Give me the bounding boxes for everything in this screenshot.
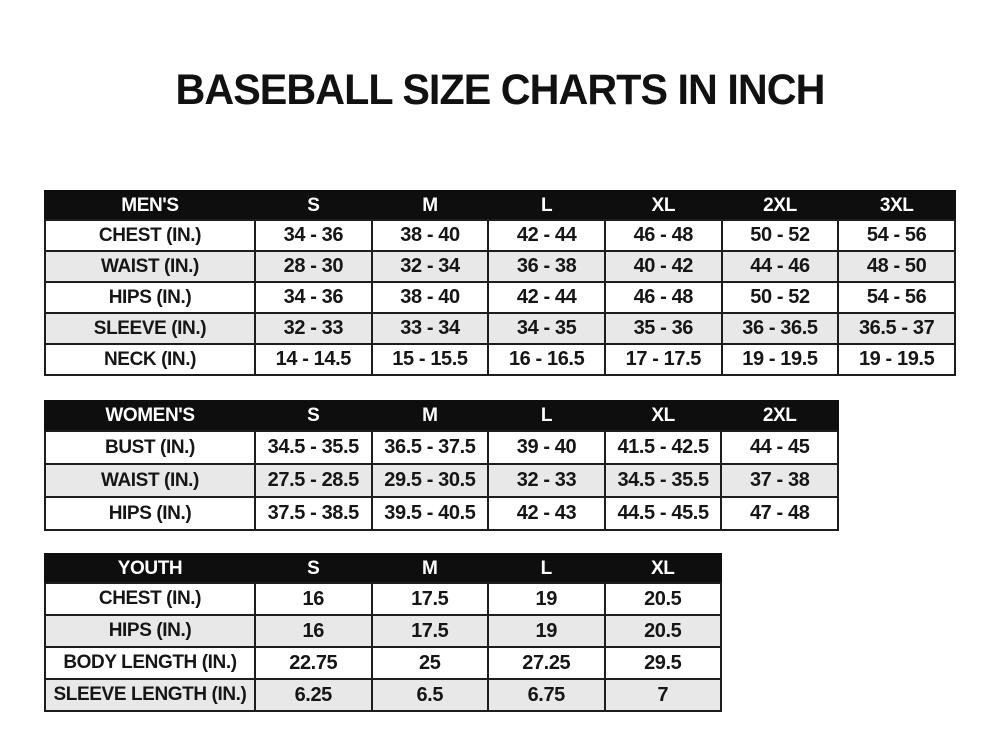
table-row xyxy=(45,647,721,679)
size-value-cell: 40 - 42 xyxy=(605,251,722,282)
page-title: BASEBALL SIZE CHARTS IN INCH xyxy=(175,66,825,114)
table-row xyxy=(45,497,838,530)
size-value-cell: 17.5 xyxy=(372,583,489,615)
size-value-cell: 41.5 - 42.5 xyxy=(605,431,722,464)
size-column-header: 2XL xyxy=(721,401,838,431)
size-column-header: S xyxy=(255,401,372,431)
size-value-cell: 6.5 xyxy=(372,679,489,711)
size-value-cell: 34.5 - 35.5 xyxy=(255,431,372,464)
size-column-header: 3XL xyxy=(838,191,955,220)
size-value-cell: 39 - 40 xyxy=(488,431,605,464)
size-value-cell: 44.5 - 45.5 xyxy=(605,497,722,530)
size-column-header: XL xyxy=(605,401,722,431)
size-value-cell: 29.5 - 30.5 xyxy=(372,464,489,497)
size-value-cell: 36.5 - 37 xyxy=(838,313,955,344)
size-value-cell: 6.75 xyxy=(488,679,605,711)
size-value-cell: 42 - 43 xyxy=(488,497,605,530)
size-value-cell: 34 - 36 xyxy=(255,282,372,313)
size-column-header: L xyxy=(488,191,605,220)
size-value-cell: 6.25 xyxy=(255,679,372,711)
size-value-cell: 20.5 xyxy=(605,583,722,615)
row-label-cell: WAIST (IN.) xyxy=(45,464,255,497)
size-value-cell: 50 - 52 xyxy=(722,220,839,251)
size-value-cell: 54 - 56 xyxy=(838,282,955,313)
size-column-header: S xyxy=(255,554,372,583)
row-label-cell: WAIST (IN.) xyxy=(45,251,255,282)
size-value-cell: 47 - 48 xyxy=(721,497,838,530)
size-value-cell: 38 - 40 xyxy=(372,220,489,251)
size-value-cell: 16 xyxy=(255,615,372,647)
size-value-cell: 54 - 56 xyxy=(838,220,955,251)
size-column-header: 2XL xyxy=(722,191,839,220)
size-column-header: S xyxy=(255,191,372,220)
row-label-cell: BUST (IN.) xyxy=(45,431,255,464)
size-column-header: M xyxy=(372,554,489,583)
size-value-cell: 7 xyxy=(605,679,722,711)
row-label-cell: SLEEVE (IN.) xyxy=(45,313,255,344)
table-row xyxy=(45,220,955,251)
size-value-cell: 17 - 17.5 xyxy=(605,344,722,375)
table-row xyxy=(45,679,721,711)
size-value-cell: 36.5 - 37.5 xyxy=(372,431,489,464)
size-value-cell: 29.5 xyxy=(605,647,722,679)
table-title-cell: YOUTH xyxy=(45,554,255,583)
size-value-cell: 19 xyxy=(488,583,605,615)
table-row xyxy=(45,583,721,615)
size-value-cell: 34 - 35 xyxy=(488,313,605,344)
size-value-cell: 48 - 50 xyxy=(838,251,955,282)
table-row xyxy=(45,282,955,313)
size-value-cell: 32 - 33 xyxy=(488,464,605,497)
size-value-cell: 27.25 xyxy=(488,647,605,679)
size-value-cell: 46 - 48 xyxy=(605,282,722,313)
size-column-header: XL xyxy=(605,554,722,583)
womens-size-table xyxy=(44,400,839,531)
size-value-cell: 19 - 19.5 xyxy=(838,344,955,375)
size-value-cell: 39.5 - 40.5 xyxy=(372,497,489,530)
header-row xyxy=(45,554,721,583)
size-value-cell: 16 xyxy=(255,583,372,615)
size-value-cell: 38 - 40 xyxy=(372,282,489,313)
size-column-header: XL xyxy=(605,191,722,220)
size-value-cell: 17.5 xyxy=(372,615,489,647)
header-row xyxy=(45,401,838,431)
size-value-cell: 19 xyxy=(488,615,605,647)
size-column-header: L xyxy=(488,401,605,431)
table-title-cell: WOMEN'S xyxy=(45,401,255,431)
size-value-cell: 36 - 38 xyxy=(488,251,605,282)
row-label-cell: NECK (IN.) xyxy=(45,344,255,375)
size-value-cell: 46 - 48 xyxy=(605,220,722,251)
size-column-header: M xyxy=(372,401,489,431)
table-row xyxy=(45,464,838,497)
row-label-cell: SLEEVE LENGTH (IN.) xyxy=(45,679,255,711)
size-value-cell: 33 - 34 xyxy=(372,313,489,344)
size-value-cell: 36 - 36.5 xyxy=(722,313,839,344)
size-value-cell: 50 - 52 xyxy=(722,282,839,313)
size-value-cell: 34.5 - 35.5 xyxy=(605,464,722,497)
size-value-cell: 37 - 38 xyxy=(721,464,838,497)
row-label-cell: HIPS (IN.) xyxy=(45,282,255,313)
size-value-cell: 15 - 15.5 xyxy=(372,344,489,375)
size-value-cell: 42 - 44 xyxy=(488,282,605,313)
size-value-cell: 44 - 45 xyxy=(721,431,838,464)
size-column-header: L xyxy=(488,554,605,583)
row-label-cell: HIPS (IN.) xyxy=(45,497,255,530)
youth-size-table xyxy=(44,553,722,712)
row-label-cell: CHEST (IN.) xyxy=(45,583,255,615)
table-row xyxy=(45,431,838,464)
size-value-cell: 32 - 34 xyxy=(372,251,489,282)
size-value-cell: 42 - 44 xyxy=(488,220,605,251)
size-value-cell: 37.5 - 38.5 xyxy=(255,497,372,530)
header-row xyxy=(45,191,955,220)
table-row xyxy=(45,313,955,344)
size-value-cell: 34 - 36 xyxy=(255,220,372,251)
size-value-cell: 22.75 xyxy=(255,647,372,679)
size-value-cell: 32 - 33 xyxy=(255,313,372,344)
size-value-cell: 25 xyxy=(372,647,489,679)
size-value-cell: 35 - 36 xyxy=(605,313,722,344)
row-label-cell: HIPS (IN.) xyxy=(45,615,255,647)
size-value-cell: 14 - 14.5 xyxy=(255,344,372,375)
size-value-cell: 44 - 46 xyxy=(722,251,839,282)
table-row xyxy=(45,344,955,375)
row-label-cell: CHEST (IN.) xyxy=(45,220,255,251)
table-title-cell: MEN'S xyxy=(45,191,255,220)
size-value-cell: 16 - 16.5 xyxy=(488,344,605,375)
table-row xyxy=(45,251,955,282)
size-value-cell: 28 - 30 xyxy=(255,251,372,282)
size-value-cell: 19 - 19.5 xyxy=(722,344,839,375)
row-label-cell: BODY LENGTH (IN.) xyxy=(45,647,255,679)
size-column-header: M xyxy=(372,191,489,220)
mens-size-table xyxy=(44,190,956,376)
size-value-cell: 20.5 xyxy=(605,615,722,647)
size-value-cell: 27.5 - 28.5 xyxy=(255,464,372,497)
table-row xyxy=(45,615,721,647)
